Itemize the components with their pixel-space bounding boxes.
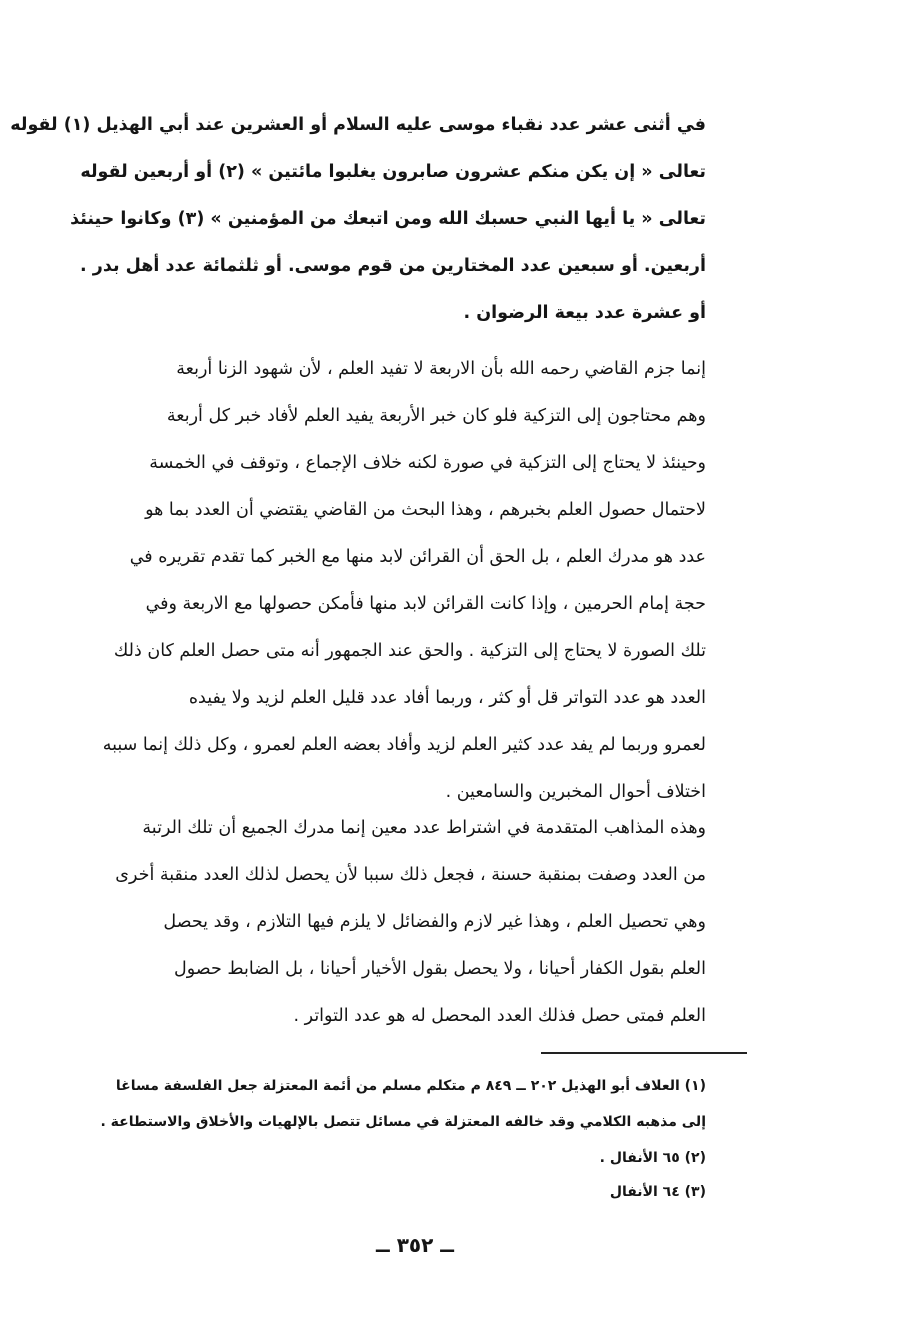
paragraph-line: وهي تحصيل العلم ، وهذا غير لازم والفضائل لا يلزم فيها التلازم ، وقد يحصل xyxy=(163,912,706,932)
paragraph-line: وهم محتاجون إلى التزكية فلو كان خبر الأربعة يفيد العلم لأفاد خبر كل أربعة xyxy=(166,406,706,426)
page-number: ــ ٣٥٢ ــ xyxy=(376,1233,454,1257)
footnote-3: (٣) ٦٤ الأنفال xyxy=(609,1184,706,1200)
paragraph-line: العلم بقول الكفار أحيانا ، ولا يحصل بقول الأخيار أحيانا ، بل الضابط حصول xyxy=(174,959,706,979)
footnote-divider xyxy=(541,1052,747,1054)
paragraph-line: لاحتمال حصول العلم بخبرهم ، وهذا البحث من القاضي يقتضي أن العدد بما هو xyxy=(145,500,706,520)
paragraph-line: أو عشرة عدد بيعة الرضوان . xyxy=(463,303,706,323)
paragraph-line: إنما جزم القاضي رحمه الله بأن الاربعة لا تفيد العلم ، لأن شهود الزنا أربعة xyxy=(176,359,706,379)
paragraph-line: حجة إمام الحرمين ، وإذا كانت القرائن لابد منها فأمكن حصولها مع الاربعة وفي xyxy=(145,594,706,614)
paragraph-line: العدد هو عدد التواتر قل أو كثر ، وربما أفاد عدد قليل العلم لزيد ولا يفيده xyxy=(188,688,706,708)
paragraph-line: وحينئذ لا يحتاج إلى التزكية في صورة لكنه خلاف الإجماع ، وتوقف في الخمسة xyxy=(149,453,706,473)
paragraph-line: العلم فمتى حصل فذلك العدد المحصل له هو عدد التواتر . xyxy=(293,1006,706,1026)
paragraph-line: من العدد وصفت بمنقبة حسنة ، فجعل ذلك سببا لأن يحصل لذلك العدد منقبة أخرى xyxy=(115,865,706,885)
footnote-2: (٢) ٦٥ الأنفال . xyxy=(599,1150,706,1166)
paragraph-line: عدد هو مدرك العلم ، بل الحق أن القرائن لابد منها مع الخبر كما تقدم تقريره في xyxy=(129,547,706,567)
paragraph-line: اختلاف أحوال المخبرين والسامعين . xyxy=(445,782,706,802)
paragraph-line: في أثنى عشر عدد نقباء موسى عليه السلام أو العشرين عند أبي الهذيل (١) لقوله xyxy=(10,115,706,135)
footnote-1-continued: إلى مذهبه الكلامي وقد خالفه المعتزلة في مسائل تتصل بالإلهيات والأخلاق والاستطاعة . xyxy=(100,1114,706,1130)
paragraph-line: أربعين. أو سبعين عدد المختارين من قوم موسى. أو ثلثمائة عدد أهل بدر . xyxy=(80,256,706,276)
paragraph-2 xyxy=(100,346,706,816)
paragraph-1 xyxy=(10,102,706,337)
paragraph-line: تلك الصورة لا يحتاج إلى التزكية . والحق عند الجمهور أنه متى حصل العلم كان ذلك xyxy=(113,641,706,661)
paragraph-line: تعالى « يا أيها النبي حسبك الله ومن اتبعك من المؤمنين » (٣) وكانوا حينئذ xyxy=(70,209,706,229)
paragraph-line: لعمرو وربما لم يفد عدد كثير العلم لزيد وأفاد بعضه العلم لعمرو ، وكل ذلك إنما سببه xyxy=(102,735,706,755)
paragraph-line: تعالى « إن يكن منكم عشرون صابرون يغلبوا مائتين » (٢) أو أربعين لقوله xyxy=(80,162,706,182)
paragraph-line: وهذه المذاهب المتقدمة في اشتراط عدد معين إنما مدرك الجميع أن تلك الرتبة xyxy=(142,818,706,838)
footnote-1: (١) العلاف أبو الهذيل ٢٠٢ ــ ٨٤٩ م متكلم مسلم من أئمة المعتزلة جعل الفلسفة مساغا xyxy=(115,1078,706,1094)
footnote-3-wrapper xyxy=(106,1184,706,1200)
paragraph-3 xyxy=(100,805,706,1040)
footnotes xyxy=(100,1068,706,1176)
